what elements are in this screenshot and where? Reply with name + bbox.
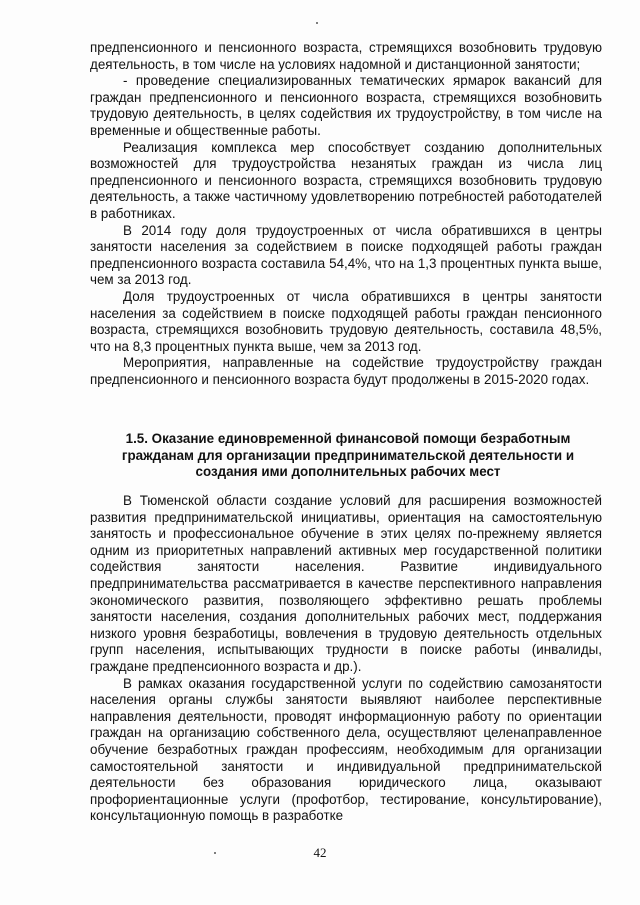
scan-speck [316, 22, 318, 24]
section-heading-line: 1.5. Оказание единовременной финансовой помощи безработным [125, 431, 571, 446]
paragraph: Реализация комплекса мер способствует созданию дополнительных возможностей для трудоустройства незанятых граждан из числа лиц предпенсионного и пенсионного возраста, стремящихся возобновить трудовую деятельность, а также частичному удовлетворению потребностей работодателей в работниках. [90, 139, 602, 221]
section-heading-line: гражданам для организации предпринимательской деятельности и [121, 447, 575, 463]
paragraph: В 2014 году доля трудоустроенных от числа обратившихся в центры занятости населения за содействием в поиске подходящей работы граждан предпенсионного возраста составила 54,4%, что на 1,3 процентных пункта выше, чем за 2013 год. [90, 222, 602, 288]
bottom-text-block [90, 493, 602, 825]
paragraph: В Тюменской области создание условий для расширения возможностей развития предпринимательской инициативы, ориентация на самостоятельную занятость и профессиональное обучение в этих целях по-прежнему является одним из приоритетных направлений активных мер государственной политики содействия занятости населения. Развитие индивидуального предпринимательства рассматривается в качестве перспективного направления экономического развития, позволяющего эффективно решать проблемы занятости населения, создания дополнительных рабочих мест, поддержания низкого уровня безработицы, вовлечения в трудовую деятельность отдельных групп населения, испытывающих трудности в поиске работы (инвалиды, граждане предпенсионного возраста и др.). [90, 493, 602, 674]
paragraph: В рамках оказания государственной услуги по содействию самозанятости населения органы службы занятости выявляют наиболее перспективные направления деятельности, проводят информационную работу по ориентации граждан на организацию собственного дела, осуществляют целенаправленное обучение безработных граждан профессиям, необходимым для организации самостоятельной занятости и индивидуальной предпринимательской деятельности без образования юридического лица, оказывают профориентационные услуги (профотбор, тестирование, консультирование), консультационную помощь в разработке [90, 675, 602, 824]
top-text-block [90, 40, 602, 388]
paragraph: Мероприятия, направленные на содействие трудоустройству граждан предпенсионного и пенсионного возраста будут продолжены в 2015-2020 годах. [90, 355, 602, 387]
paragraph: Доля трудоустроенных от числа обратившихся в центры занятости населения за содействием в поиске подходящей работы граждан пенсионного возраста, стремящихся возобновить трудовую деятельность, составила 48,5%, что на 8,3 процентных пункта выше, чем за 2013 год. [90, 288, 602, 354]
page-number: 42 [313, 845, 327, 860]
section-heading [100, 431, 596, 481]
paragraph-list-item: - проведение специализированных тематических ярмарок вакансий для граждан предпенсионного и пенсионного возраста, стремящихся возобновить трудовую деятельность, в целях содействия их трудоустройству, в том числе на временные и общественные работы. [90, 73, 602, 138]
paragraph-continuation: предпенсионного и пенсионного возраста, стремящихся возобновить трудовую деятельность, в том числе на условиях надомной и дистанционной занятости; [90, 40, 602, 72]
section-heading-line: создания ими дополнительных рабочих мест [195, 464, 501, 480]
